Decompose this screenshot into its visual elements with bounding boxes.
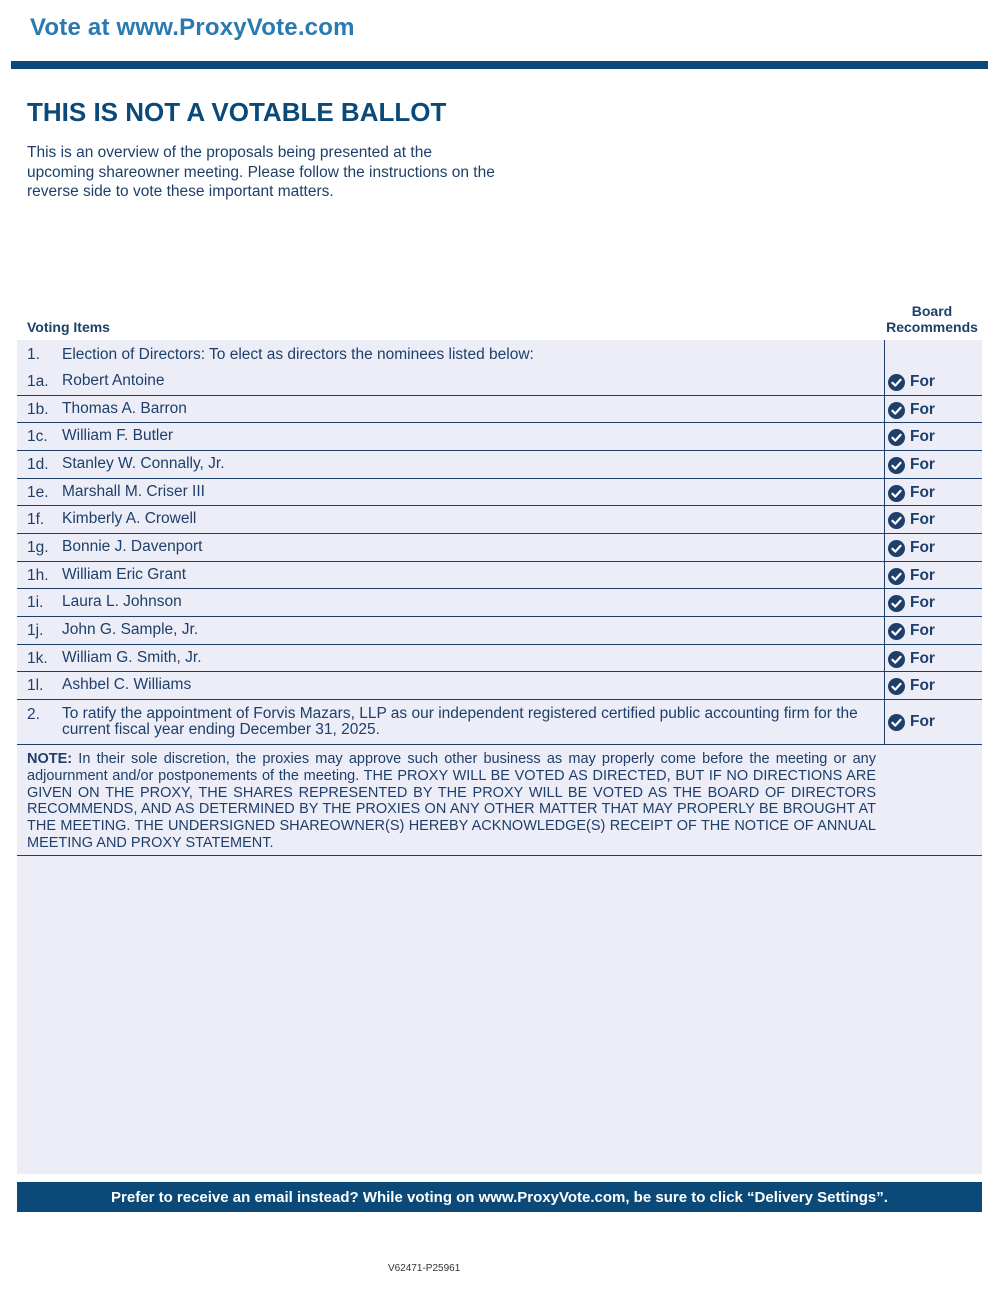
board-recommendation bbox=[888, 713, 935, 731]
nominee-number: 1i. bbox=[27, 594, 44, 611]
board-recommendation bbox=[888, 567, 935, 585]
nominee-row bbox=[17, 396, 982, 423]
check-circle-icon bbox=[888, 595, 905, 612]
board-header-line1: Board bbox=[911, 303, 953, 319]
board-recommendation bbox=[888, 401, 935, 419]
recommendation-label: For bbox=[910, 539, 935, 556]
check-circle-icon bbox=[888, 568, 905, 585]
check-circle-icon bbox=[888, 457, 905, 474]
check-circle-icon bbox=[888, 651, 905, 668]
intro-text: This is an overview of the proposals being presented at the upcoming shareowner meeting. Please follow the instructions on the reverse side to vote these important matters. bbox=[27, 144, 495, 200]
nominee-row bbox=[17, 617, 982, 645]
proposal-text: Election of Directors: To elect as directors the nominees listed below: bbox=[62, 346, 534, 363]
board-recommendation bbox=[888, 594, 935, 612]
board-header-line2: Recommends bbox=[886, 318, 978, 335]
nominee-name: Bonnie J. Davenport bbox=[62, 538, 203, 555]
nominee-name: Laura L. Johnson bbox=[62, 593, 182, 610]
nominee-name: John G. Sample, Jr. bbox=[62, 621, 199, 638]
proxy-note bbox=[17, 745, 982, 856]
nominee-row bbox=[17, 534, 982, 562]
note-label: NOTE: bbox=[27, 751, 73, 767]
header-rule bbox=[11, 61, 988, 69]
recommendation-label: For bbox=[910, 713, 935, 730]
nominee-row bbox=[17, 645, 982, 672]
nominee-number: 1c. bbox=[27, 428, 48, 445]
board-recommendation bbox=[888, 539, 935, 557]
nominee-name: Marshall M. Criser III bbox=[62, 483, 205, 500]
recommendation-label: For bbox=[910, 594, 935, 611]
nominee-name: Ashbel C. Williams bbox=[62, 676, 192, 693]
document-code: V62471-P25961 bbox=[388, 1263, 461, 1274]
nominee-number: 1l. bbox=[27, 677, 44, 694]
board-recommends-header bbox=[882, 304, 982, 335]
check-circle-icon bbox=[888, 623, 905, 640]
nominee-row bbox=[17, 672, 982, 700]
nominee-name: Thomas A. Barron bbox=[62, 400, 187, 417]
page-title: THIS IS NOT A VOTABLE BALLOT bbox=[27, 97, 447, 127]
board-recommendation bbox=[888, 650, 935, 668]
proposal-number: 2. bbox=[27, 706, 40, 723]
check-circle-icon bbox=[888, 485, 905, 502]
recommendation-label: For bbox=[910, 428, 935, 445]
nominee-row bbox=[17, 368, 982, 396]
check-circle-icon bbox=[888, 512, 905, 529]
nominee-number: 1h. bbox=[27, 567, 49, 584]
nominee-number: 1f. bbox=[27, 511, 45, 528]
nominee-name: William F. Butler bbox=[62, 427, 174, 444]
recommendation-label: For bbox=[910, 567, 935, 584]
recommendation-label: For bbox=[910, 511, 935, 528]
nominee-row bbox=[17, 479, 982, 506]
nominee-number: 1a. bbox=[27, 373, 49, 390]
board-recommendation bbox=[888, 511, 935, 529]
proposal-text: To ratify the appointment of Forvis Mazars, LLP as our independent registered certified public accounting firm for the current fiscal year ending December 31, 2025. bbox=[62, 705, 858, 738]
board-recommendation bbox=[888, 677, 935, 695]
nominee-number: 1d. bbox=[27, 456, 49, 473]
proposal-2-row bbox=[17, 700, 982, 745]
nominee-name: Robert Antoine bbox=[62, 372, 165, 389]
recommendation-label: For bbox=[910, 373, 935, 390]
nominee-row bbox=[17, 423, 982, 451]
nominee-number: 1b. bbox=[27, 401, 49, 418]
nominee-name: William G. Smith, Jr. bbox=[62, 649, 202, 666]
recommendation-label: For bbox=[910, 650, 935, 667]
nominee-name: Kimberly A. Crowell bbox=[62, 510, 197, 527]
nominee-number: 1g. bbox=[27, 539, 49, 556]
check-circle-icon bbox=[888, 374, 905, 391]
nominee-number: 1k. bbox=[27, 650, 48, 667]
nominee-name: William Eric Grant bbox=[62, 566, 187, 583]
nominee-number: 1e. bbox=[27, 484, 49, 501]
check-circle-icon bbox=[888, 402, 905, 419]
board-recommendation bbox=[888, 622, 935, 640]
check-circle-icon bbox=[888, 429, 905, 446]
proposal-number: 1. bbox=[27, 346, 40, 363]
nominee-row bbox=[17, 589, 982, 617]
board-recommendation bbox=[888, 484, 935, 502]
board-recommendation bbox=[888, 373, 935, 391]
recommendation-label: For bbox=[910, 484, 935, 501]
recommendation-label: For bbox=[910, 622, 935, 639]
nominee-row bbox=[17, 506, 982, 534]
board-recommendation bbox=[888, 456, 935, 474]
nominee-row bbox=[17, 451, 982, 479]
site-link-title[interactable]: Vote at www.ProxyVote.com bbox=[30, 14, 355, 41]
check-circle-icon bbox=[888, 540, 905, 557]
note-paragraph bbox=[27, 751, 876, 852]
check-circle-icon bbox=[888, 714, 905, 731]
nominee-number: 1j. bbox=[27, 622, 44, 639]
board-recommendation bbox=[888, 428, 935, 446]
recommendation-label: For bbox=[910, 401, 935, 418]
proposal-1-row bbox=[17, 340, 982, 368]
nominee-row bbox=[17, 562, 982, 589]
recommendation-label: For bbox=[910, 677, 935, 694]
delivery-settings-banner: Prefer to receive an email instead? While voting on www.ProxyVote.com, be sure to click “Delivery Settings”. bbox=[17, 1182, 982, 1212]
nominee-name: Stanley W. Connally, Jr. bbox=[62, 455, 225, 472]
voting-items-header: Voting Items bbox=[27, 319, 110, 335]
check-circle-icon bbox=[888, 678, 905, 695]
recommendation-label: For bbox=[910, 456, 935, 473]
note-text: In their sole discretion, the proxies may approve such other business as may properly come before the meeting or any adjournment and/or postponements of the meeting. THE PROXY WILL BE VOTED AS DIRECTED, BUT IF NO DIRECTIONS ARE GIVEN ON THE PROXY, THE SHARES REPRESENTED BY THE PROXY WILL BE VOTED AS THE BOARD OF DIRECTORS RECOMMENDS, AND AS DETERMINED BY THE PROXIES ON ANY OTHER MATTER THAT MAY PROPERLY BE BROUGHT AT THE MEETING. THE UNDERSIGNED SHAREOWNER(S) HEREBY ACKNOWLEDGE(S) RECEIPT OF THE NOTICE OF ANNUAL MEETING AND PROXY STATEMENT. bbox=[27, 751, 876, 851]
